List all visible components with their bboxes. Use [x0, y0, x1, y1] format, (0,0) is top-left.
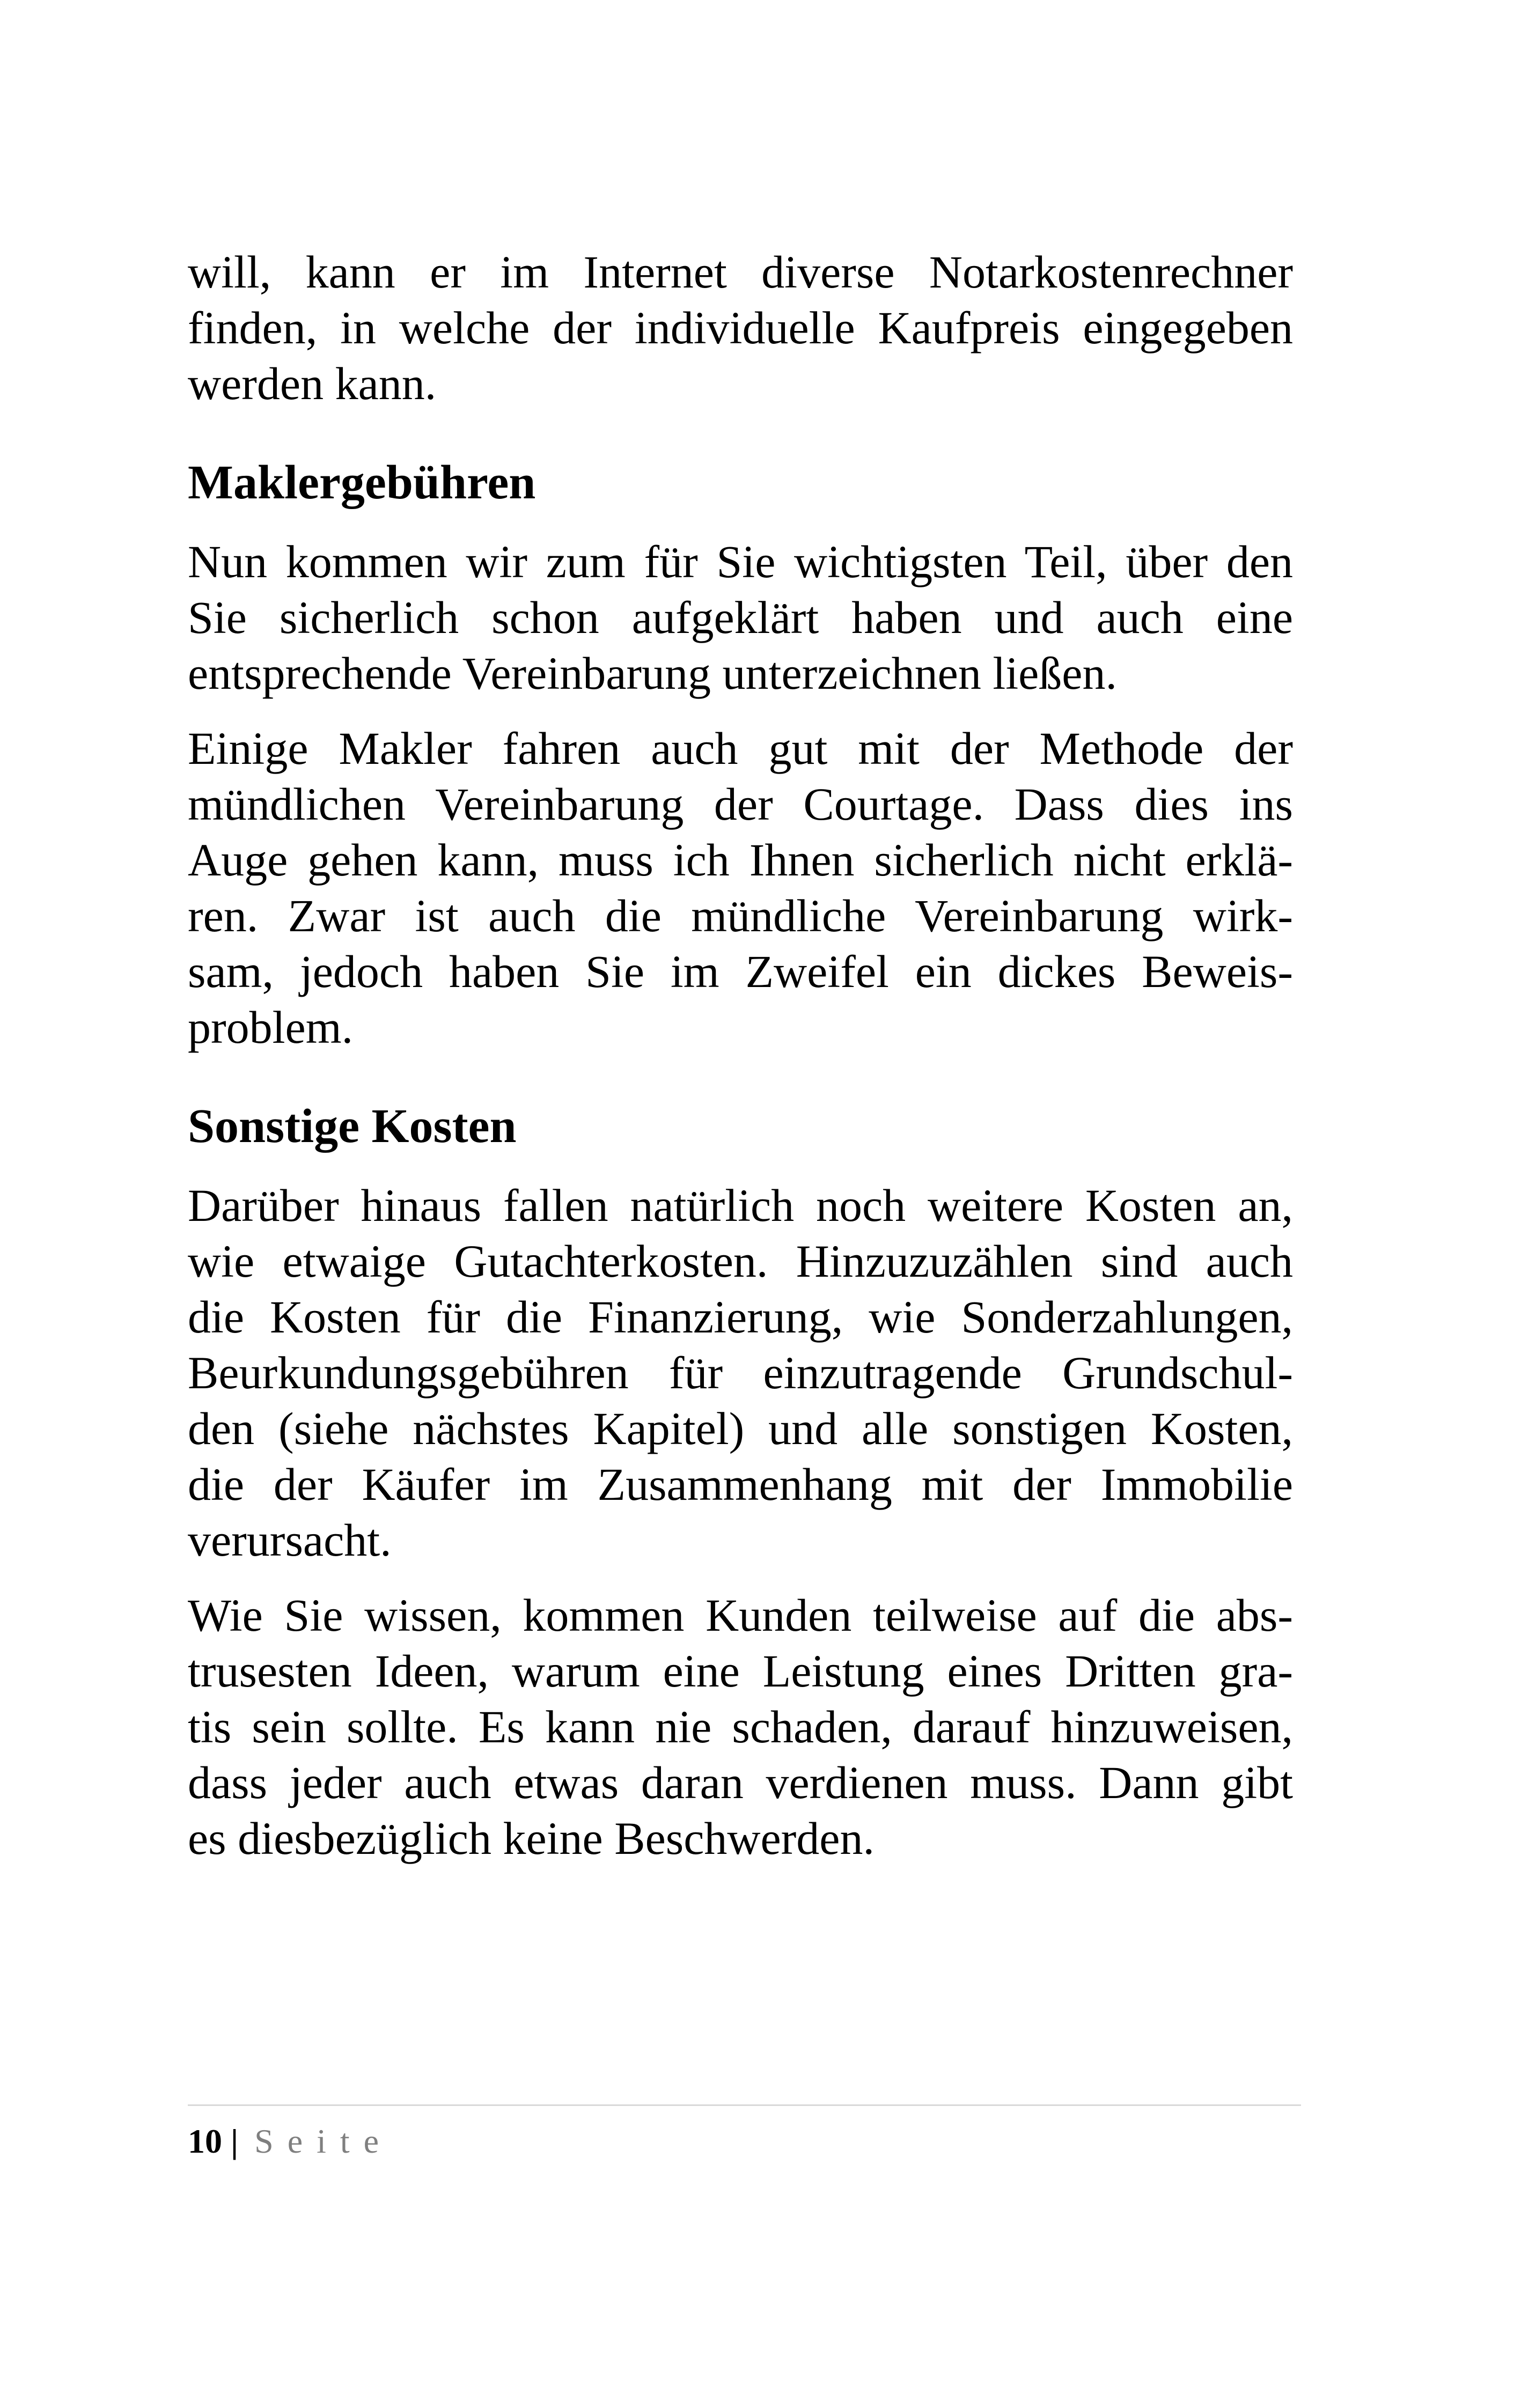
page-word: Seite: [254, 2122, 393, 2160]
paragraph-intro: [188, 244, 1293, 411]
text-line: mündlichen Vereinbarung der Courtage. Dass dies ins: [188, 778, 1293, 830]
page-body: [188, 244, 1293, 1866]
text-line: die Kosten für die Finanzierung, wie Sonderzahlungen,: [188, 1291, 1293, 1343]
footer-divider: [188, 2104, 1301, 2106]
text-line: verursacht.: [188, 1514, 392, 1566]
text-line: sam, jedoch haben Sie im Zweifel ein dickes Beweis-: [188, 946, 1293, 997]
page-number: 10: [188, 2122, 222, 2160]
paragraph-sonstige-2: [188, 1587, 1293, 1866]
text-line: Auge gehen kann, muss ich Ihnen sicherlich nicht erklä-: [188, 834, 1293, 886]
paragraph-makler-2: [188, 720, 1293, 1055]
page-number-label: [188, 2121, 1301, 2162]
section-heading-sonstige: Sonstige Kosten: [188, 1100, 517, 1153]
text-line: Beurkundungsgebühren für einzutragende Grundschul-: [188, 1347, 1293, 1398]
text-line: die der Käufer im Zusammenhang mit der Immobilie: [188, 1459, 1293, 1510]
text-line: trusesten Ideen, warum eine Leistung eines Dritten gra-: [188, 1645, 1293, 1697]
text-line: will, kann er im Internet diverse Notarkostenrechner: [188, 246, 1293, 298]
text-line: Sie sicherlich schon aufgeklärt haben und auch eine: [188, 592, 1293, 643]
text-line: es diesbezüglich keine Beschwerden.: [188, 1813, 875, 1864]
text-line: wie etwaige Gutachterkosten. Hinzuzuzählen sind auch: [188, 1235, 1293, 1287]
text-line: Einige Makler fahren auch gut mit der Methode der: [188, 723, 1293, 774]
text-line: dass jeder auch etwas daran verdienen muss. Dann gibt: [188, 1757, 1293, 1808]
section-heading-makler: Maklergebühren: [188, 456, 536, 509]
text-line: Wie Sie wissen, kommen Kunden teilweise auf die abs-: [188, 1589, 1293, 1641]
text-line: entsprechende Vereinbarung unterzeichnen ließen.: [188, 647, 1117, 699]
text-line: werden kann.: [188, 358, 437, 409]
text-line: Nun kommen wir zum für Sie wichtigsten Teil, über den: [188, 536, 1293, 587]
paragraph-makler-1: [188, 534, 1293, 701]
paragraph-sonstige-1: [188, 1177, 1293, 1568]
text-line: ren. Zwar ist auch die mündliche Vereinbarung wirk-: [188, 890, 1293, 941]
text-line: tis sein sollte. Es kann nie schaden, darauf hinzuweisen,: [188, 1701, 1293, 1752]
footer-separator: |: [231, 2122, 239, 2160]
text-line: problem.: [188, 1002, 354, 1053]
page-footer: [188, 2104, 1301, 2162]
text-line: finden, in welche der individuelle Kaufpreis eingegeben: [188, 302, 1293, 354]
text-line: den (siehe nächstes Kapitel) und alle sonstigen Kosten,: [188, 1403, 1293, 1454]
text-line: Darüber hinaus fallen natürlich noch weitere Kosten an,: [188, 1180, 1293, 1231]
